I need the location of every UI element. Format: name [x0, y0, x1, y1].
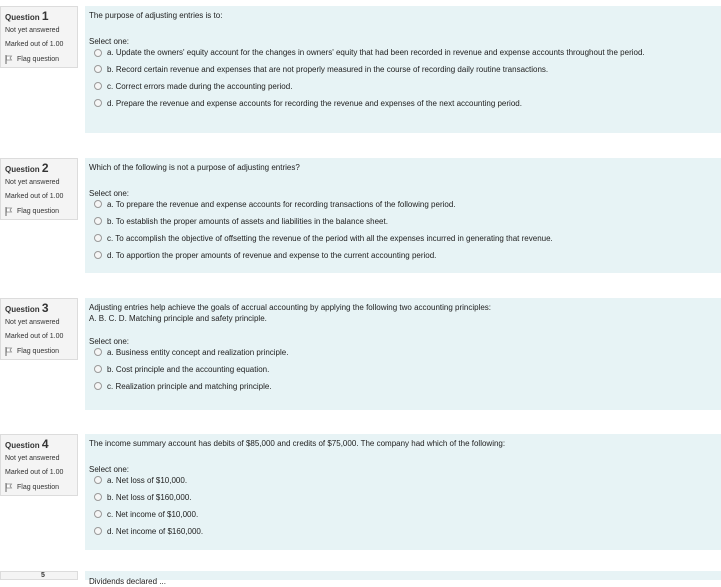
radio-button[interactable] [94, 99, 102, 107]
question-grade: Marked out of 1.00 [5, 469, 64, 476]
radio-button[interactable] [94, 65, 102, 73]
radio-button[interactable] [94, 348, 102, 356]
answer-option[interactable]: c. Realization principle and matching principle. [89, 382, 716, 392]
answer-option[interactable]: b. Record certain revenue and expenses that are not properly measured in the course of recording daily routine transactions. [89, 65, 716, 75]
question-content [85, 158, 721, 273]
question-info [0, 434, 78, 496]
question-number: Question 1 [5, 9, 49, 23]
flag-icon [5, 347, 13, 356]
flag-icon [5, 207, 13, 216]
answer-option[interactable]: b. To establish the proper amounts of assets and liabilities in the balance sheet. [89, 217, 716, 227]
question-info [0, 158, 78, 220]
question-number: 5 [41, 572, 45, 579]
radio-button[interactable] [94, 200, 102, 208]
answer-option[interactable]: a. Update the owners' equity account for the changes in owners' equity that had been recorded in revenue and expense accounts throughout the period. [89, 48, 716, 58]
answer-option[interactable]: d. Prepare the revenue and expense accounts for recording the revenue and expenses of the next accounting period. [89, 99, 716, 109]
answer-option[interactable]: a. Net loss of $10,000. [89, 476, 716, 486]
question-info [0, 6, 78, 68]
question-info [0, 571, 78, 580]
question-text: The purpose of adjusting entries is to: [89, 11, 223, 20]
flag-question-link[interactable]: Flag question [5, 54, 73, 65]
question-content [85, 6, 721, 133]
select-one-label: Select one: [89, 37, 130, 46]
question-content [85, 434, 721, 550]
radio-button[interactable] [94, 382, 102, 390]
flag-icon [5, 483, 13, 492]
question-text: The income summary account has debits of $85,000 and credits of $75,000. The company had which of the following: [89, 439, 506, 448]
question-grade: Marked out of 1.00 [5, 333, 64, 340]
question-grade: Marked out of 1.00 [5, 41, 64, 48]
question-5-partial [0, 571, 721, 586]
question-number: Question 3 [5, 301, 49, 315]
radio-button[interactable] [94, 82, 102, 90]
select-one-label: Select one: [89, 337, 130, 346]
answer-option[interactable]: a. To prepare the revenue and expense accounts for recording transactions of the following period. [89, 200, 716, 210]
answer-option[interactable]: b. Net loss of $160,000. [89, 493, 716, 503]
radio-button[interactable] [94, 493, 102, 501]
answer-option[interactable]: c. Net income of $10,000. [89, 510, 716, 520]
radio-button[interactable] [94, 251, 102, 259]
select-one-label: Select one: [89, 189, 130, 198]
flag-icon [5, 55, 13, 64]
radio-button[interactable] [94, 365, 102, 373]
question-text-line-2: A. B. C. D. Matching principle and safety principle. [89, 314, 267, 323]
question-number: Question 4 [5, 437, 49, 451]
radio-button[interactable] [94, 510, 102, 518]
flag-question-link[interactable]: Flag question [5, 206, 73, 217]
answer-option[interactable]: c. To accomplish the objective of offsetting the revenue of the period with all the expenses incurred in generating that revenue. [89, 234, 716, 244]
question-text: Which of the following is not a purpose of adjusting entries? [89, 163, 300, 172]
question-state: Not yet answered [5, 27, 60, 34]
flag-question-link[interactable]: Flag question [5, 346, 73, 357]
answer-option[interactable]: a. Business entity concept and realization principle. [89, 348, 716, 358]
answer-option[interactable]: d. To apportion the proper amounts of revenue and expense to the current accounting period. [89, 251, 716, 261]
question-text: Dividends declared ... [89, 577, 166, 586]
radio-button[interactable] [94, 527, 102, 535]
radio-button[interactable] [94, 49, 102, 57]
answer-option[interactable]: c. Correct errors made during the accounting period. [89, 82, 716, 92]
question-number: Question 2 [5, 161, 49, 175]
question-state: Not yet answered [5, 179, 60, 186]
answer-option[interactable]: b. Cost principle and the accounting equation. [89, 365, 716, 375]
answer-option[interactable]: d. Net income of $160,000. [89, 527, 716, 537]
question-grade: Marked out of 1.00 [5, 193, 64, 200]
flag-question-link[interactable]: Flag question [5, 482, 73, 493]
question-state: Not yet answered [5, 455, 60, 462]
question-info [0, 298, 78, 360]
question-content [85, 298, 721, 410]
question-text: Adjusting entries help achieve the goals of accrual accounting by applying the following two accounting principles: [89, 303, 492, 312]
question-content [85, 571, 721, 586]
select-one-label: Select one: [89, 465, 130, 474]
question-state: Not yet answered [5, 319, 60, 326]
radio-button[interactable] [94, 234, 102, 242]
radio-button[interactable] [94, 217, 102, 225]
radio-button[interactable] [94, 476, 102, 484]
